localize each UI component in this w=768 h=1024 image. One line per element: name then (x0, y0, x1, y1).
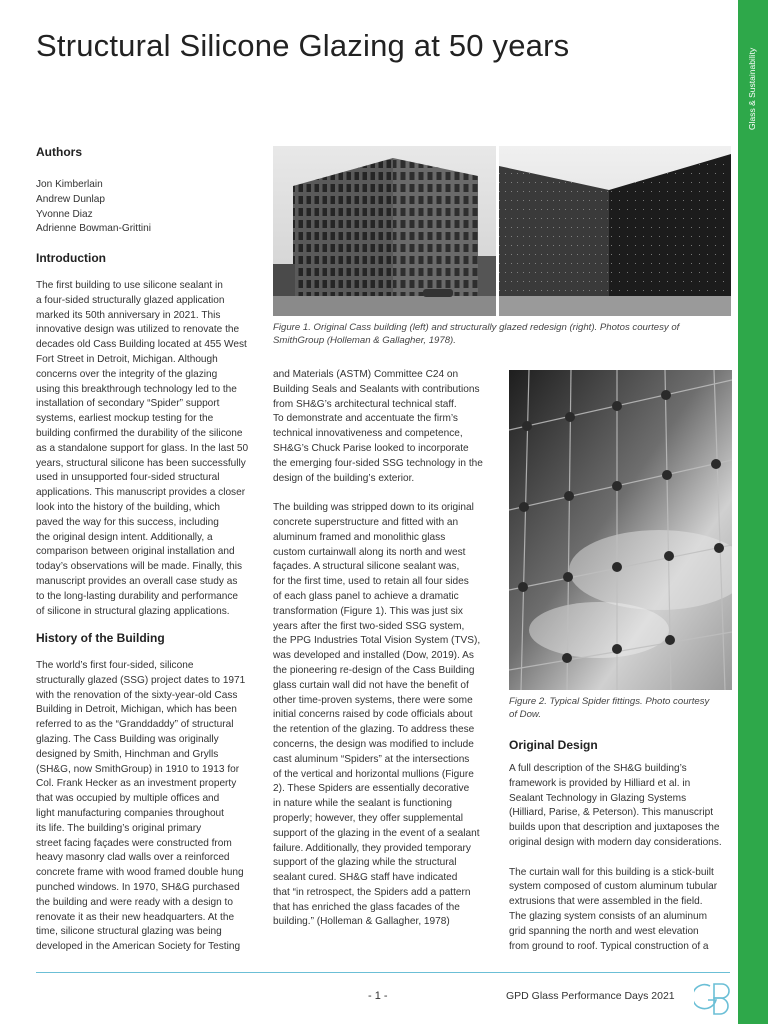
text-line: from ground to roof. Typical construction of a (509, 940, 709, 952)
text-line: extrusions that were assembled in the field. (509, 896, 703, 908)
text-line: initial concerns raised by code officials about (273, 709, 473, 721)
text-line: designed by Smith, Hinchman and Grylls (36, 748, 219, 760)
text-line: systems, earliest mockup testing for the (36, 413, 214, 425)
author-name: Jon Kimberlain (36, 179, 103, 190)
text-line: glazing. The Cass Building was originally (36, 733, 219, 745)
text-line: comparison between original installation and (36, 546, 235, 558)
text-line: manuscript provides an overall case study as (36, 575, 238, 587)
footer-divider (36, 972, 730, 973)
text-line: framework is provided by Hilliard et al. in (509, 777, 691, 789)
figure-2-caption (509, 696, 733, 722)
text-line: with the renovation of the sixty-year-old Cass (36, 689, 238, 701)
text-line: concrete superstructure and fitted with an (273, 516, 459, 528)
text-line: renovate it as their new headquarters. At the (36, 911, 235, 923)
text-line: building confirmed the durability of the silicone (36, 427, 243, 439)
author-name: Yvonne Diaz (36, 208, 93, 220)
text-line: The glazing system consists of an aluminum (509, 910, 708, 922)
text-line: in nature while the sealant is functioning (273, 798, 452, 810)
text-line: technical innovativeness and competence, (273, 428, 463, 440)
text-line: years after the first two-sided SSG system, (273, 620, 465, 632)
text-line: for the first time, used to retain all four sides (273, 576, 469, 588)
text-line: was developed and installed (Dow, 2019). As (273, 650, 474, 662)
text-line: system composed of custom aluminum tubular (509, 881, 718, 893)
text-line: the original design intent. Additionally, a (36, 531, 213, 543)
text-line: The world’s first four-sided, silicone (36, 660, 194, 671)
history-heading: History of the Building (36, 631, 165, 645)
text-line: years, structural silicone has been successfully (36, 457, 246, 469)
side-bar (738, 0, 768, 1024)
spider-fittings-photo (509, 370, 732, 690)
text-line: builds upon that description and juxtaposes the (509, 822, 720, 834)
text-line: the retention of the glazing. To address these (273, 724, 475, 736)
text-line: concerns over the integrity of the glazing (36, 368, 218, 380)
text-line: innovative design was utilized to renovate the (36, 324, 240, 336)
text-line: façades. A structural silicone sealant was, (273, 561, 460, 573)
text-line: Figure 1. Original Cass building (left) and structurally glazed redesign (right). Photos courtesy of (273, 322, 680, 333)
text-line: aluminum framed and monolithic glass (273, 531, 446, 543)
section-label: Glass & Sustainability (747, 47, 757, 130)
text-line: used in unsupported four-sided structural (36, 472, 220, 484)
text-line: time, silicone structural glazing was being (36, 926, 222, 938)
introduction-heading: Introduction (36, 251, 106, 265)
text-line: 2). These Spiders are essentially decorative (273, 783, 470, 795)
text-line: support of the glazing in the event of a sealant (273, 827, 480, 839)
text-line: The curtain wall for this building is a stick-built (509, 866, 714, 878)
footer-conference: GPD Glass Performance Days 2021 (506, 990, 675, 1002)
text-line: that was occupied by multiple offices and (36, 793, 220, 805)
text-line: installation of secondary “Spider” support (36, 398, 220, 410)
text-line: custom curtainwall along its north and west (273, 546, 466, 558)
page-number: - 1 - (368, 990, 388, 1002)
middle-column-text (273, 368, 499, 930)
text-line: SmithGroup (Holleman & Gallagher, 1978). (273, 334, 456, 346)
text-line: (SH&G, now SmithGroup) in 1910 to 1913 for (36, 763, 240, 775)
text-line: other time-proven systems, there were some (273, 694, 473, 706)
text-line: that has enriched the glass facades of the (273, 901, 460, 913)
cass-building-glazed-photo (499, 146, 731, 316)
introduction-text (36, 279, 268, 619)
text-line: as a standalone support for glass. In the last 50 (36, 442, 249, 454)
text-line: support of the glazing while the structural (273, 857, 457, 869)
text-line: SH&G’s Chuck Parise looked to incorporate (273, 442, 469, 454)
text-line: Building Seals and Sealants with contributions (273, 383, 480, 395)
text-line: decades old Cass Building located at 455 West (36, 339, 247, 351)
text-line: of silicone in structural glazing applications. (36, 605, 230, 617)
text-line: of the vertical and horizontal mullions (Figure (273, 768, 474, 780)
text-line: Building in Detroit, Michigan, which has been (36, 704, 237, 716)
text-line: a four-sided structurally glazed application (36, 294, 225, 306)
text-line: The first building to use silicone sealant in (36, 280, 223, 291)
text-line: that “in retrospect, the Spiders add a pattern (273, 886, 471, 898)
text-line: street facing façades were constructed from (36, 837, 232, 849)
text-line: of Dow. (509, 708, 541, 720)
text-line: of each glass panel to achieve a dramatic (273, 590, 459, 602)
text-line: Sealant Technology in Glazing Systems (509, 792, 687, 804)
original-design-heading: Original Design (509, 738, 598, 752)
text-line: design of the building’s exterior. (273, 472, 415, 484)
text-line: concrete frame with wood framed double hung (36, 867, 244, 879)
text-line: structurally glazed (SSG) project dates to 1971 (36, 674, 246, 686)
text-line: today’s observations will be made. Finally, this (36, 561, 243, 573)
text-line: the building and were ready with a design to (36, 896, 233, 908)
text-line: Figure 2. Typical Spider fittings. Photo courtesy (509, 696, 710, 707)
text-line: punched windows. In 1970, SH&G purchased (36, 881, 240, 893)
text-line: Fort Street in Detroit, Michigan. Although (36, 353, 218, 365)
text-line: referred to as the “Granddaddy” of structural (36, 719, 234, 731)
text-line: applications. This manuscript provides a closer (36, 487, 246, 499)
text-line: concerns, the design was modified to include (273, 738, 474, 750)
text-line: failure. Additionally, they provided temporary (273, 842, 471, 854)
text-line: light manufacturing companies throughout (36, 807, 224, 819)
text-line: A full description of the SH&G building’s (509, 763, 687, 774)
text-line: the pioneering re-design of the Cass Building (273, 664, 475, 676)
text-line: cast aluminum “Spiders” at the intersections (273, 753, 470, 765)
text-line: The building was stripped down to its original (273, 502, 474, 514)
text-line: look into the history of the building, which (36, 501, 221, 513)
author-name: Andrew Dunlap (36, 193, 106, 205)
text-line: to the long-lasting durability and performance (36, 590, 238, 602)
text-line: heavy masonry clad walls over a reinforced (36, 852, 230, 864)
text-line: using this breakthrough technology led to the (36, 383, 237, 395)
text-line: sealant cured. SH&G staff have indicated (273, 872, 458, 884)
text-line: marked its 50th anniversary in 2021. This (36, 309, 221, 321)
text-line: properly; however, they offer supplemental (273, 812, 464, 824)
text-line: the emerging four-sided SSG technology in the (273, 457, 483, 469)
text-line: grid spanning the north and west elevation (509, 925, 699, 937)
text-line: its life. The building’s original primary (36, 822, 202, 834)
page-title: Structural Silicone Glazing at 50 years (36, 28, 570, 63)
text-line: from SH&G’s architectural technical staff. (273, 398, 457, 410)
authors-heading: Authors (36, 145, 82, 159)
cass-building-original-photo (273, 146, 496, 316)
text-line: To demonstrate and accentuate the firm’s (273, 413, 458, 425)
history-text (36, 659, 268, 955)
authors-list (36, 178, 266, 237)
figure-1-caption (273, 322, 733, 348)
text-line: transformation (Figure 1). This was just six (273, 605, 463, 617)
text-line: glass curtain wall did not have the benefit of (273, 679, 469, 691)
text-line: (Hilliard, Parise, & Peterson). This manuscript (509, 807, 713, 819)
author-name: Adrienne Bowman-Grittini (36, 223, 152, 235)
original-design-text (509, 762, 735, 954)
text-line: and Materials (ASTM) Committee C24 on (273, 369, 459, 380)
text-line: original design with modern day considerations. (509, 836, 722, 848)
text-line: building.” (Holleman & Gallagher, 1978) (273, 916, 450, 928)
text-line: Col. Frank Hecker as an investment property (36, 778, 237, 790)
gpd-logo-icon (694, 980, 734, 1016)
text-line: paved the way for this success, including (36, 516, 219, 528)
text-line: the PPG Industries Total Vision System (TVS), (273, 635, 481, 647)
text-line: developed in the American Society for Testing (36, 941, 241, 953)
